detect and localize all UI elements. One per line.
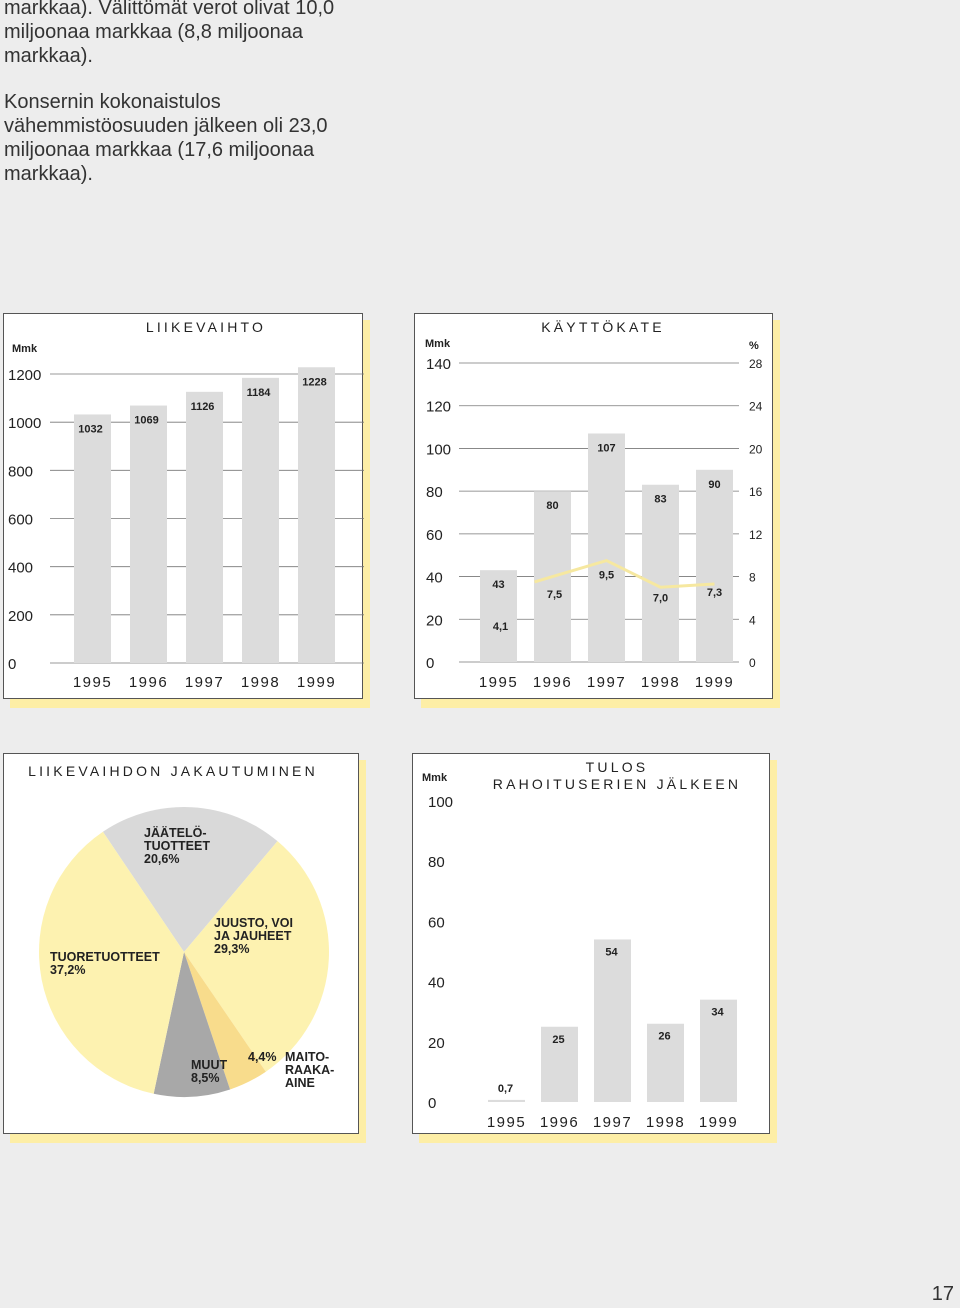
liikevaihto-bar	[74, 414, 111, 663]
kayttokate-value-label: 83	[654, 493, 667, 506]
pie-slice-tuoretuotteet-label: TUORETUOTTEET 37,2%	[50, 950, 160, 977]
pie-slice-juusto-label: JUUSTO, VOI JA JAUHEET 29,3%	[214, 916, 293, 956]
tulos-ytick: 100	[428, 794, 454, 811]
liikevaihto-ytick: 0	[8, 656, 17, 673]
kayttokate-value-label: 80	[546, 500, 559, 513]
kayttokate-value-label: 107	[597, 442, 616, 455]
pie-slice-muut-label: MUUT 8,5%	[191, 1058, 228, 1085]
liikevaihto-panel	[3, 313, 363, 699]
liikevaihto-ytick: 200	[8, 607, 34, 625]
liikevaihto-value-label: 1228	[302, 376, 327, 389]
tulos-panel	[412, 753, 770, 1134]
liikevaihto-title: LIIKEVAIHTO	[145, 319, 267, 335]
kayttokate-ytick: 80	[426, 484, 443, 502]
liikevaihto-value-label: 1069	[134, 414, 159, 427]
liikevaihto-ytick: 800	[8, 463, 34, 481]
kayttokate-bar	[642, 485, 679, 662]
kayttokate-y2tick: 28	[749, 357, 763, 371]
tulos-bar	[488, 1100, 525, 1102]
tulos-ytick: 60	[428, 914, 445, 932]
kayttokate-title: KÄYTTÖKATE	[541, 319, 665, 335]
kayttokate-ytick: 60	[426, 526, 443, 544]
tulos-ytick: 80	[428, 854, 445, 872]
kayttokate-y2tick: 20	[749, 442, 763, 457]
liikevaihto-value-label: 1184	[246, 386, 271, 399]
tulos-bar	[594, 939, 631, 1102]
liikevaihto-bar	[298, 367, 335, 663]
kayttokate-xtick: 1995	[478, 674, 519, 691]
tulos-xtick: 1998	[645, 1114, 686, 1131]
jakautuminen-title: LIIKEVAIHDON JAKAUTUMINEN	[28, 763, 318, 779]
kayttokate-ytick: 40	[426, 569, 443, 587]
kayttokate-xtick: 1996	[532, 674, 573, 691]
liikevaihto-chart	[4, 314, 364, 700]
intro-text	[4, 0, 384, 208]
kayttokate-xtick: 1998	[640, 674, 681, 691]
page-number: 17	[931, 1283, 954, 1305]
kayttokate-ytick: 120	[426, 398, 452, 416]
tulos-value-label: 34	[711, 1006, 724, 1019]
kayttokate-ytick: 20	[426, 612, 443, 630]
intro-paragraph-2: Konsernin kokonaistulos vähemmistöosuuden jälkeen oli 23,0 miljoonaa markkaa (17,6 miljoonaa markkaa).	[4, 91, 328, 185]
pie-slice-maitoraaka-aine-value: 4,4%	[248, 1050, 277, 1064]
kayttokate-ytick: 140	[426, 356, 452, 373]
tulos-ytick: 40	[428, 974, 445, 992]
kayttokate-ylabel: Mmk	[425, 338, 451, 350]
kayttokate-ytick: 100	[426, 441, 452, 459]
kayttokate-percent-label: 7,0	[652, 592, 669, 605]
kayttokate-percent-label: 4,1	[492, 621, 509, 634]
kayttokate-y2tick: 16	[749, 485, 763, 500]
kayttokate-xtick: 1999	[694, 674, 735, 691]
liikevaihto-bar	[242, 378, 279, 663]
kayttokate-y2tick: 4	[749, 613, 756, 628]
kayttokate-ytick: 0	[426, 655, 435, 672]
kayttokate-y2label: %	[749, 340, 759, 352]
tulos-value-label: 54	[605, 946, 618, 959]
kayttokate-value-label: 43	[492, 579, 505, 592]
liikevaihto-ytick: 400	[8, 559, 34, 577]
tulos-chart	[413, 754, 771, 1135]
jakautuminen-panel	[3, 753, 359, 1134]
liikevaihto-ylabel: Mmk	[12, 343, 38, 355]
tulos-value-label: 26	[658, 1030, 671, 1043]
kayttokate-y2tick: 24	[749, 399, 763, 414]
liikevaihto-xtick: 1997	[184, 674, 225, 691]
kayttokate-bar	[696, 470, 733, 662]
pie-slice-maitoraaka-aine-label: MAITO- RAAKA- AINE	[285, 1050, 335, 1090]
tulos-ytick: 0	[428, 1095, 437, 1112]
kayttokate-y2tick: 12	[749, 527, 763, 542]
tulos-ylabel: Mmk	[422, 772, 448, 784]
tulos-xtick: 1995	[486, 1114, 527, 1131]
kayttokate-percent-label: 7,3	[706, 587, 723, 600]
tulos-value-label: 0,7	[497, 1083, 514, 1095]
kayttokate-xtick: 1997	[586, 674, 627, 691]
kayttokate-chart	[415, 314, 774, 700]
liikevaihto-xtick: 1996	[128, 674, 169, 691]
liikevaihto-ytick: 1000	[8, 415, 42, 433]
intro-paragraph-1: markkaa). Välittömät verot olivat 10,0 miljoonaa markkaa (8,8 miljoonaa markkaa).	[4, 0, 335, 67]
tulos-xtick: 1999	[698, 1114, 739, 1131]
tulos-xtick: 1996	[539, 1114, 580, 1131]
tulos-value-label: 25	[552, 1033, 565, 1046]
tulos-title: TULOS	[585, 759, 649, 775]
liikevaihto-value-label: 1126	[190, 400, 215, 413]
liikevaihto-xtick: 1995	[72, 674, 113, 691]
liikevaihto-xtick: 1998	[240, 674, 281, 691]
pie-slice-jaatelotuotteet-label: JÄÄTELÖ- TUOTTEET 20,6%	[144, 826, 210, 866]
kayttokate-value-label: 90	[708, 478, 721, 491]
liikevaihto-xtick: 1999	[296, 674, 337, 691]
liikevaihto-ytick: 600	[8, 511, 34, 529]
kayttokate-y2tick: 0	[749, 656, 756, 670]
liikevaihto-bar	[186, 392, 223, 663]
kayttokate-y2tick: 8	[749, 570, 756, 585]
kayttokate-bar	[588, 433, 625, 662]
kayttokate-percent-label: 9,5	[598, 569, 615, 582]
kayttokate-panel	[414, 313, 773, 699]
liikevaihto-bar	[130, 406, 167, 663]
kayttokate-percent-label: 7,5	[546, 588, 563, 601]
liikevaihto-ytick: 1200	[8, 367, 42, 384]
tulos-xtick: 1997	[592, 1114, 633, 1131]
tulos-title: RAHOITUSERIEN JÄLKEEN	[492, 776, 742, 792]
liikevaihto-value-label: 1032	[78, 423, 103, 436]
tulos-ytick: 20	[428, 1034, 445, 1052]
